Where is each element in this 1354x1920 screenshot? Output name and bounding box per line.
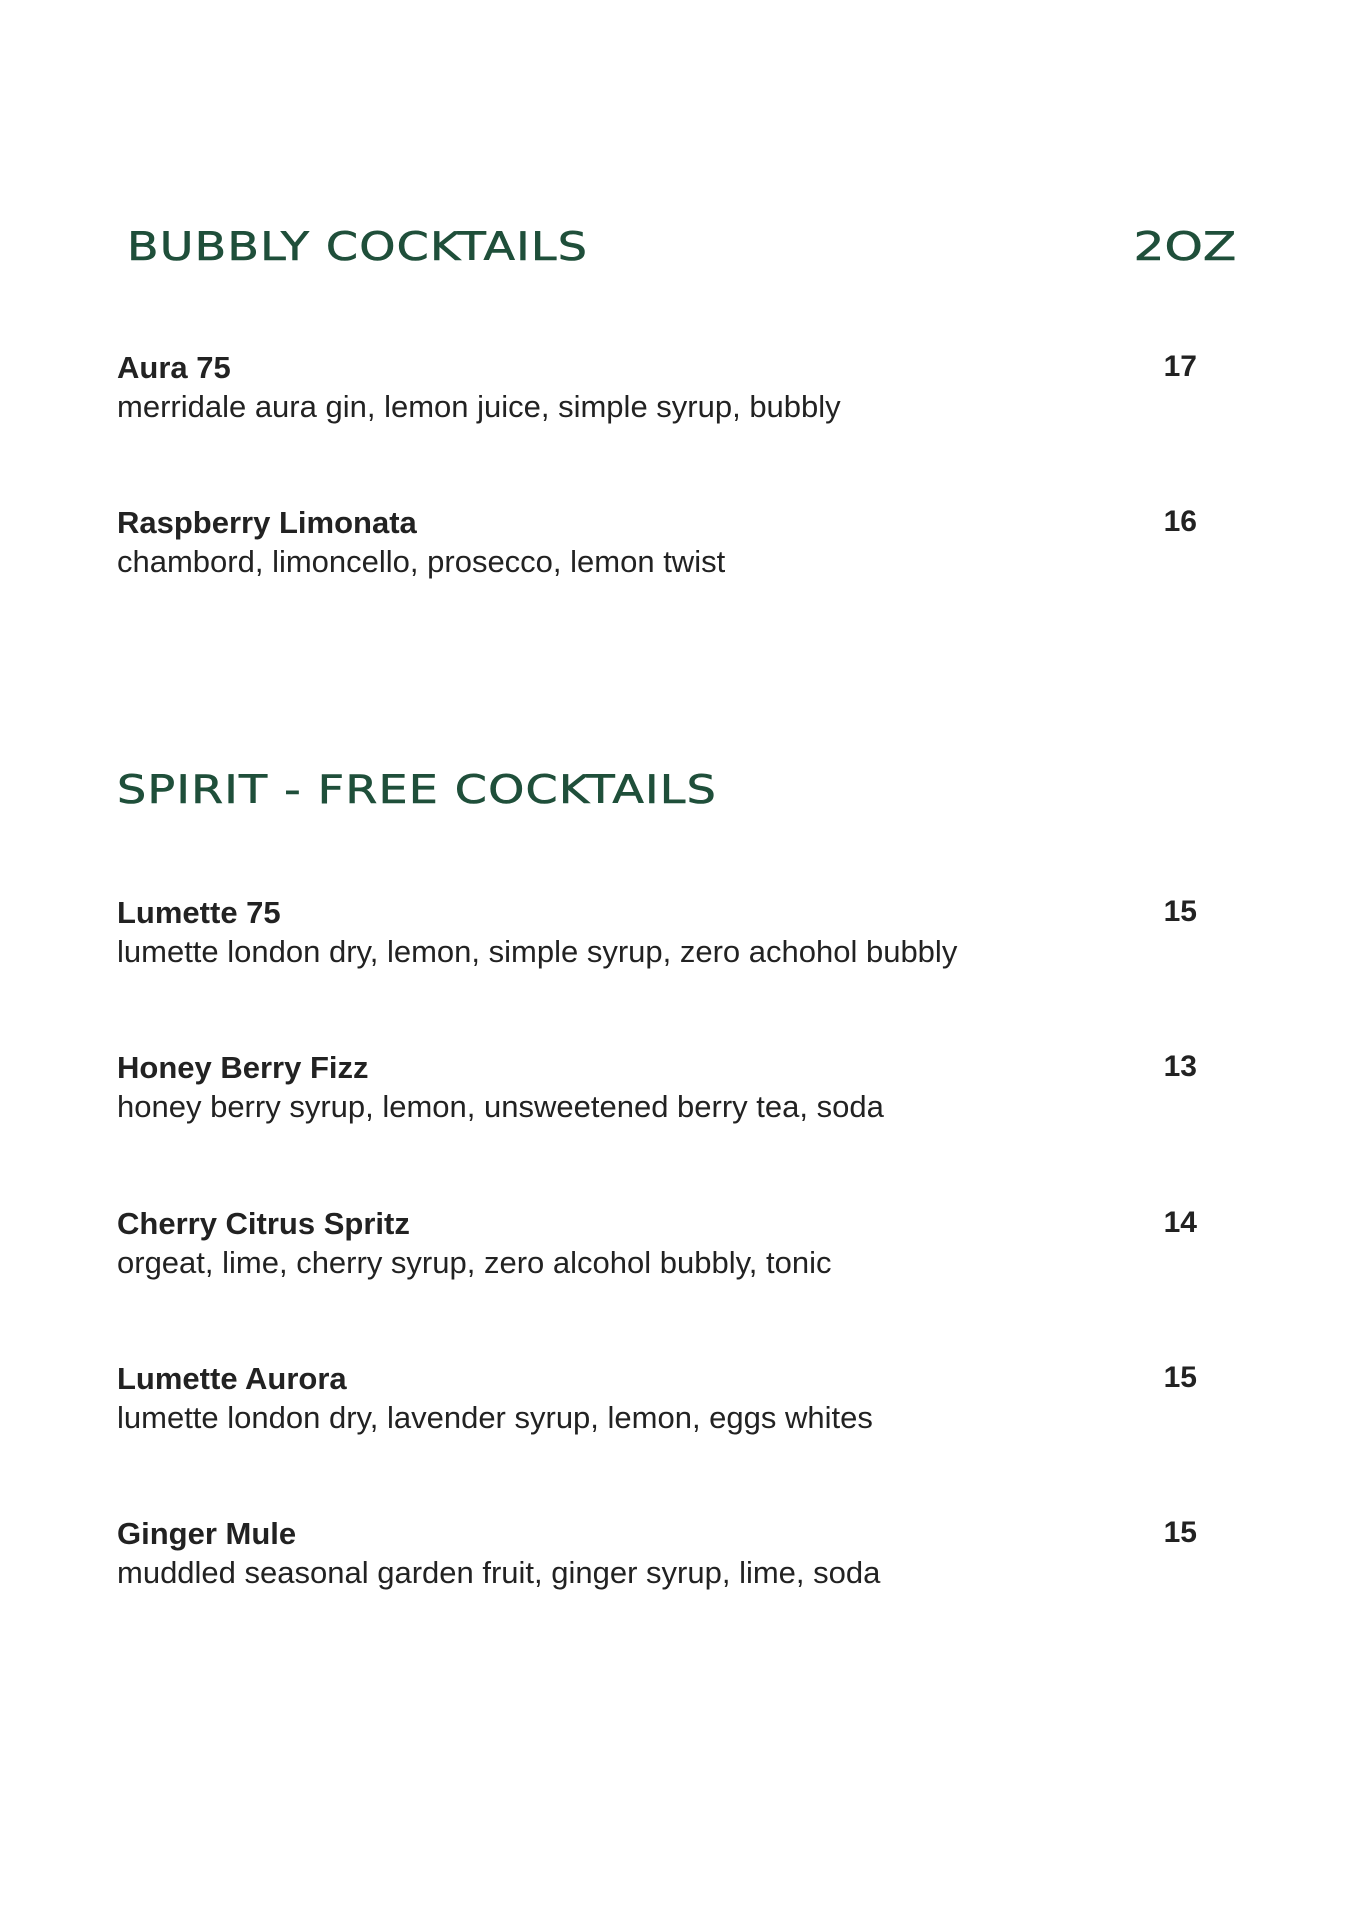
section-title-bubbly-cocktails: BUBBLY COCKTAILS xyxy=(127,225,589,270)
item-price: 15 xyxy=(1163,1516,1197,1549)
item-price: 15 xyxy=(1163,1361,1197,1394)
menu-item xyxy=(117,1516,1197,1596)
item-name: Honey Berry Fizz xyxy=(117,1050,369,1085)
item-description: chambord, limoncello, prosecco, lemon twist xyxy=(117,544,726,579)
menu-item xyxy=(117,350,1197,430)
item-description: orgeat, lime, cherry syrup, zero alcohol bubbly, tonic xyxy=(117,1245,832,1280)
menu-item xyxy=(117,1361,1197,1441)
item-name: Lumette Aurora xyxy=(117,1361,347,1396)
item-price: 13 xyxy=(1163,1050,1197,1083)
menu-item xyxy=(117,505,1197,585)
section-title-spirit-free-cocktails: SPIRIT - FREE COCKTAILS xyxy=(117,768,717,813)
menu-item xyxy=(117,1206,1197,1286)
item-name: Cherry Citrus Spritz xyxy=(117,1206,410,1241)
item-name: Ginger Mule xyxy=(117,1516,297,1551)
item-description: muddled seasonal garden fruit, ginger syrup, lime, soda xyxy=(117,1555,881,1590)
item-name: Raspberry Limonata xyxy=(117,505,417,540)
item-description: merridale aura gin, lemon juice, simple syrup, bubbly xyxy=(117,389,841,424)
item-description: honey berry syrup, lemon, unsweetened berry tea, soda xyxy=(117,1089,884,1124)
item-price: 17 xyxy=(1163,350,1197,383)
item-price: 14 xyxy=(1163,1206,1197,1239)
item-name: Aura 75 xyxy=(117,350,231,385)
item-description: lumette london dry, lavender syrup, lemon, eggs whites xyxy=(117,1400,873,1435)
serving-size: 2OZ xyxy=(1133,225,1236,270)
menu-item xyxy=(117,895,1197,975)
item-price: 16 xyxy=(1163,505,1197,538)
item-description: lumette london dry, lemon, simple syrup, zero achohol bubbly xyxy=(117,934,958,969)
item-price: 15 xyxy=(1163,895,1197,928)
item-name: Lumette 75 xyxy=(117,895,281,930)
menu-item xyxy=(117,1050,1197,1130)
